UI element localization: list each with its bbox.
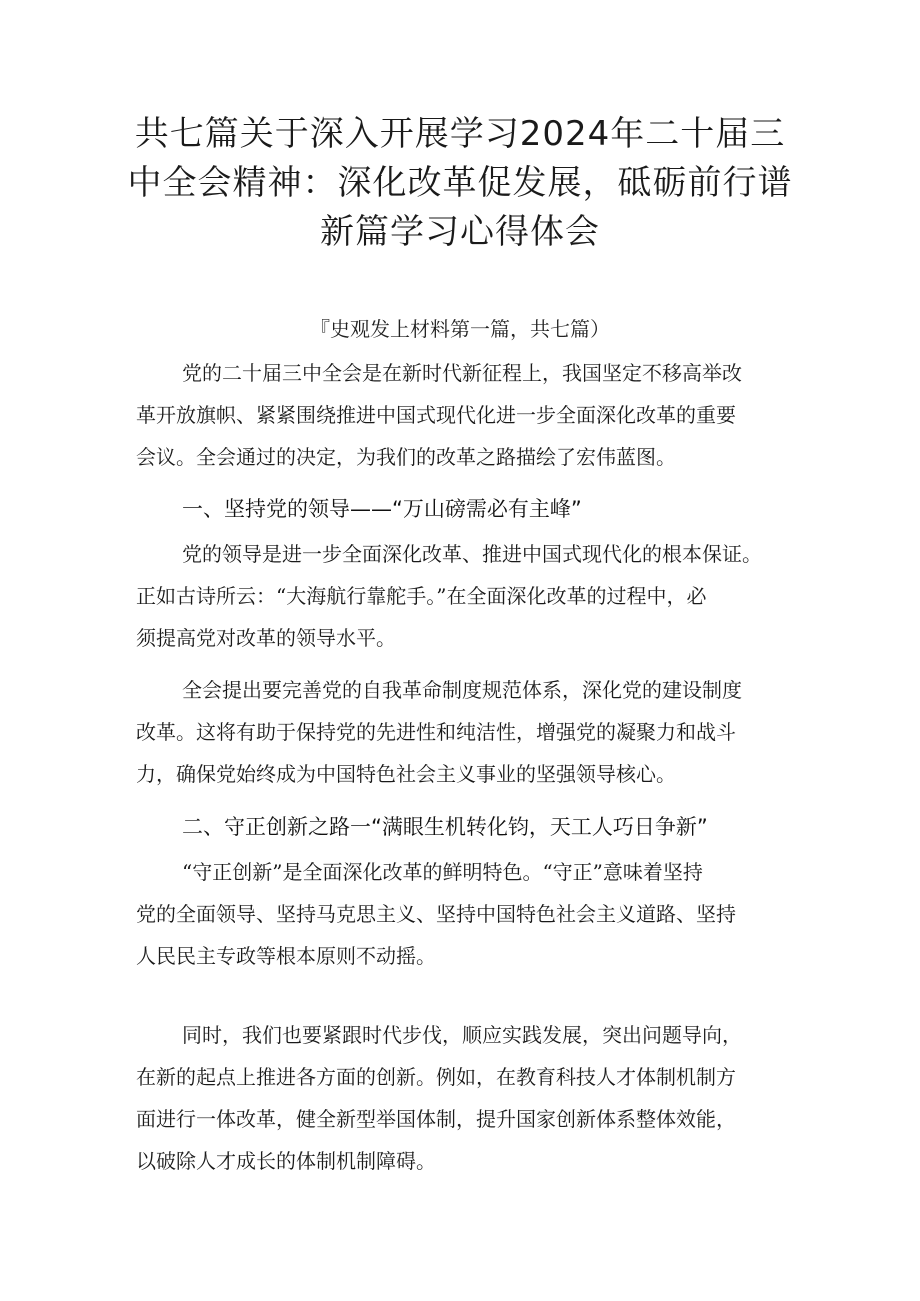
paragraph-line: 正如古诗所云：“大海航行靠舵手。”在全面深化改革的过程中，必 <box>136 584 707 608</box>
paragraph-line: 同时，我们也要紧跟时代步伐，顺应实践发展，突出问题导向， <box>182 1023 742 1047</box>
paragraph-line: 在新的起点上推进各方面的创新。例如，在教育科技人才体制机制方 <box>136 1065 736 1089</box>
paragraph-line: 面进行一体改革，健全新型举国体制，提升国家创新体系整体效能， <box>136 1107 736 1131</box>
paragraph-line: 以破除人才成长的体制机制障碍。 <box>136 1149 436 1173</box>
paragraph-line: 党的全面领导、坚持马克思主义、坚持中国特色社会主义道路、坚持 <box>136 902 736 926</box>
paragraph-line: 人民民主专政等根本原则不动摇。 <box>136 944 436 968</box>
title-line: 新篇学习心得体会 <box>320 212 600 252</box>
paragraph-line: 党的二十届三中全会是在新时代新征程上，我国坚定不移高举改 <box>182 361 742 385</box>
paragraph-line: 全会提出要完善党的自我革命制度规范体系，深化党的建设制度 <box>182 678 742 702</box>
paragraph-5 <box>136 1014 796 1182</box>
paragraph-line: 会议。全会通过的决定，为我们的改革之路描绘了宏伟蓝图。 <box>136 445 676 469</box>
paragraph-line: 力，确保党始终成为中国特色社会主义事业的坚强领导核心。 <box>136 762 676 786</box>
section-heading-2: 二、守正创新之路一“满眼生机转化钧，天工人巧日争新” <box>182 815 708 839</box>
section-heading-1: 一、坚持党的领导——“万山磅需必有主峰” <box>182 497 582 521</box>
paragraph-line: 革开放旗帜、紧紧围绕推进中国式现代化进一步全面深化改革的重要 <box>136 403 736 427</box>
paragraph-line: 须提高党对改革的领导水平。 <box>136 626 396 650</box>
document-title <box>120 110 800 257</box>
paragraph-1 <box>136 352 796 478</box>
paragraph-4 <box>136 851 796 977</box>
document-subtitle: 『史观发上材料第一篇，共七篇） <box>310 317 610 341</box>
title-line: 共七篇关于深入开展学习2024年二十届三 <box>134 114 786 154</box>
paragraph-2 <box>136 533 796 659</box>
paragraph-line: 改革。这将有助于保持党的先进性和纯洁性，增强党的凝聚力和战斗 <box>136 720 736 744</box>
paragraph-3 <box>136 669 796 795</box>
title-line: 中全会精神：深化改革促发展，砥砺前行谱 <box>127 163 793 203</box>
paragraph-line: 党的领导是进一步全面深化改革、推进中国式现代化的根本保证。 <box>182 542 762 566</box>
paragraph-line: “守正创新”是全面深化改革的鲜明特色。“守正”意味着坚持 <box>182 860 703 884</box>
